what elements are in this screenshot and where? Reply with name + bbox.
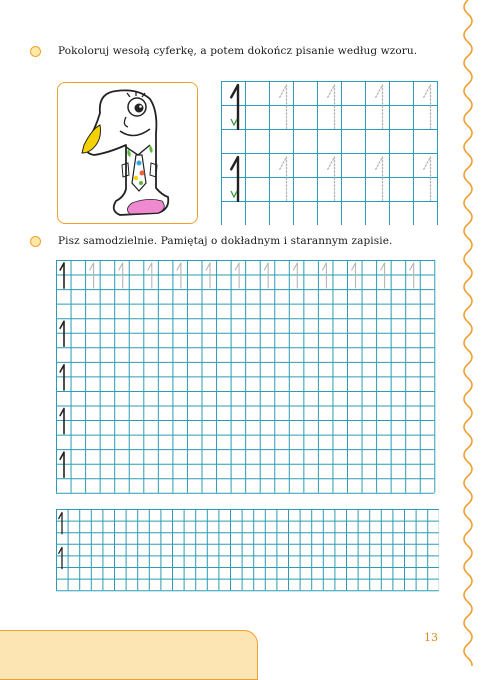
trace-digit-one — [424, 157, 431, 201]
trace-digit-one — [376, 157, 383, 201]
exercise2-bullet-icon — [30, 236, 41, 247]
trace-digit-one — [280, 157, 287, 201]
page-number: 13 — [424, 631, 438, 644]
footer-band — [0, 630, 258, 680]
trace-digit-one — [280, 85, 287, 129]
model-digit-one — [59, 547, 62, 568]
model-digit-one — [60, 365, 64, 390]
exercise1-bullet-icon — [30, 46, 41, 57]
start-arrow-icon — [231, 191, 237, 197]
writing-grid-small[interactable] — [56, 509, 439, 594]
mascot-illustration-frame — [57, 82, 198, 224]
model-digit-one — [59, 513, 62, 534]
exercise1-instruction: Pokoloruj wesołą cyferkę, a potem dokończ pisanie według wzoru. — [58, 45, 418, 57]
number-one-mascot-illustration — [58, 83, 198, 224]
trace-digit-one — [328, 85, 335, 129]
tracing-grid — [221, 81, 438, 225]
writing-grid-large[interactable] — [56, 260, 439, 497]
trace-digit-one — [328, 157, 335, 201]
grid-lines — [56, 509, 439, 591]
grid-lines — [56, 260, 435, 493]
wavy-page-edge — [456, 0, 480, 666]
exercise2-instruction: Pisz samodzielnie. Pamiętaj o dokładnym i starannym zapisie. — [58, 235, 393, 247]
trace-digit-one — [424, 85, 431, 129]
model-digit-one — [60, 452, 64, 477]
start-arrow-icon — [231, 119, 237, 125]
trace-digit-one — [376, 85, 383, 129]
grid-lines — [221, 81, 438, 225]
